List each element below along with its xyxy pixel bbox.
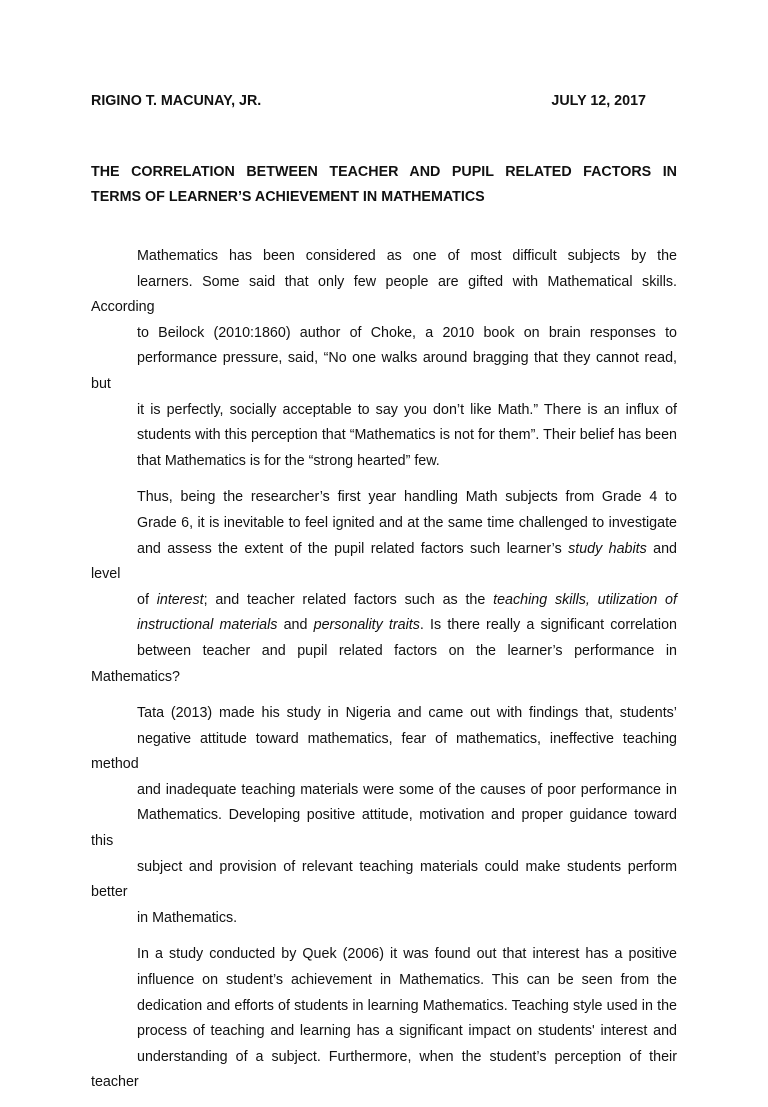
text-line: and inadequate teaching materials were some of the causes of poor performance in: [137, 781, 677, 798]
document-header: [91, 92, 646, 110]
document-body: [91, 244, 677, 1107]
text-line: Grade 6, it is inevitable to feel ignited and at the same time challenged to investigate: [137, 514, 677, 531]
text-run: and level: [91, 540, 677, 583]
text-line: students with this perception that “Mathematics is not for them”. Their belief has been: [137, 427, 677, 444]
text-run: . Is there really a significant correlation: [419, 617, 677, 634]
title-line-1: THE CORRELATION BETWEEN TEACHER AND PUPIL RELATED FACTORS IN: [91, 164, 677, 180]
text-line: process of teaching and learning has a significant impact on students' interest and: [137, 1023, 677, 1040]
text-line: negative attitude toward mathematics, fear of mathematics, ineffective teaching method: [91, 730, 677, 773]
text-line: understanding of a subject. Furthermore, when the student’s perception of their teacher: [91, 1048, 677, 1091]
text-line: subject and provision of relevant teaching materials could make students perform better: [91, 858, 677, 901]
emphasis-study-habits: study habits: [568, 540, 647, 557]
text-run: and assess the extent of the pupil related factors such learner’s: [137, 540, 569, 557]
document-title: [91, 160, 677, 210]
text-line: learners. Some said that only few people are gifted with Mathematical skills. According: [91, 273, 677, 316]
text-line: Thus, being the researcher’s first year handling Math subjects from Grade 4 to: [137, 489, 677, 506]
text-line: [91, 588, 677, 614]
text-line: dedication and efforts of students in learning Mathematics. Teaching style used in the: [137, 997, 677, 1014]
author-name: RIGINO T. MACUNAY, JR.: [91, 93, 262, 109]
text-line: it is perfectly, socially acceptable to say you don’t like Math.” There is an influx of: [137, 401, 677, 418]
text-line: to Beilock (2010:1860) author of Choke, a 2010 book on brain responses to: [137, 324, 677, 341]
paragraph-1: [91, 244, 677, 474]
title-line-2: TERMS OF LEARNER’S ACHIEVEMENT IN MATHEMATICS: [91, 189, 485, 205]
document-date: JULY 12, 2017: [551, 93, 646, 109]
text-run: of: [137, 591, 157, 608]
text-line: performance pressure, said, “No one walks around bragging that they cannot read, but: [91, 350, 677, 392]
text-line: Mathematics. Developing positive attitude, motivation and proper guidance toward this: [91, 807, 677, 850]
text-line: [91, 613, 677, 639]
text-run: and: [277, 617, 314, 634]
paragraph-2: [91, 485, 677, 690]
text-line: Tata (2013) made his study in Nigeria and came out with findings that, students’: [137, 705, 677, 722]
emphasis-teaching-skills: teaching skills, utilization of: [493, 591, 677, 608]
text-line: Mathematics has been considered as one of most difficult subjects by the: [137, 248, 677, 264]
text-line: that Mathematics is for the “strong hearted” few.: [137, 452, 440, 469]
text-line: [91, 537, 677, 588]
text-line: influence on student’s achievement in Mathematics. This can be seen from the: [137, 972, 677, 989]
emphasis-interest: interest: [156, 591, 204, 608]
paragraph-4: [91, 942, 677, 1096]
text-line: in Mathematics.: [137, 909, 238, 926]
text-line: In a study conducted by Quek (2006) it was found out that interest has a positive: [137, 946, 677, 963]
paragraph-3: [91, 701, 677, 931]
emphasis-personality-traits: personality traits: [313, 617, 420, 634]
emphasis-instructional-materials: instructional materials: [137, 617, 278, 634]
text-line: between teacher and pupil related factors on the learner’s performance in Mathematics?: [91, 642, 677, 685]
text-run: ; and teacher related factors such as the: [203, 591, 494, 608]
